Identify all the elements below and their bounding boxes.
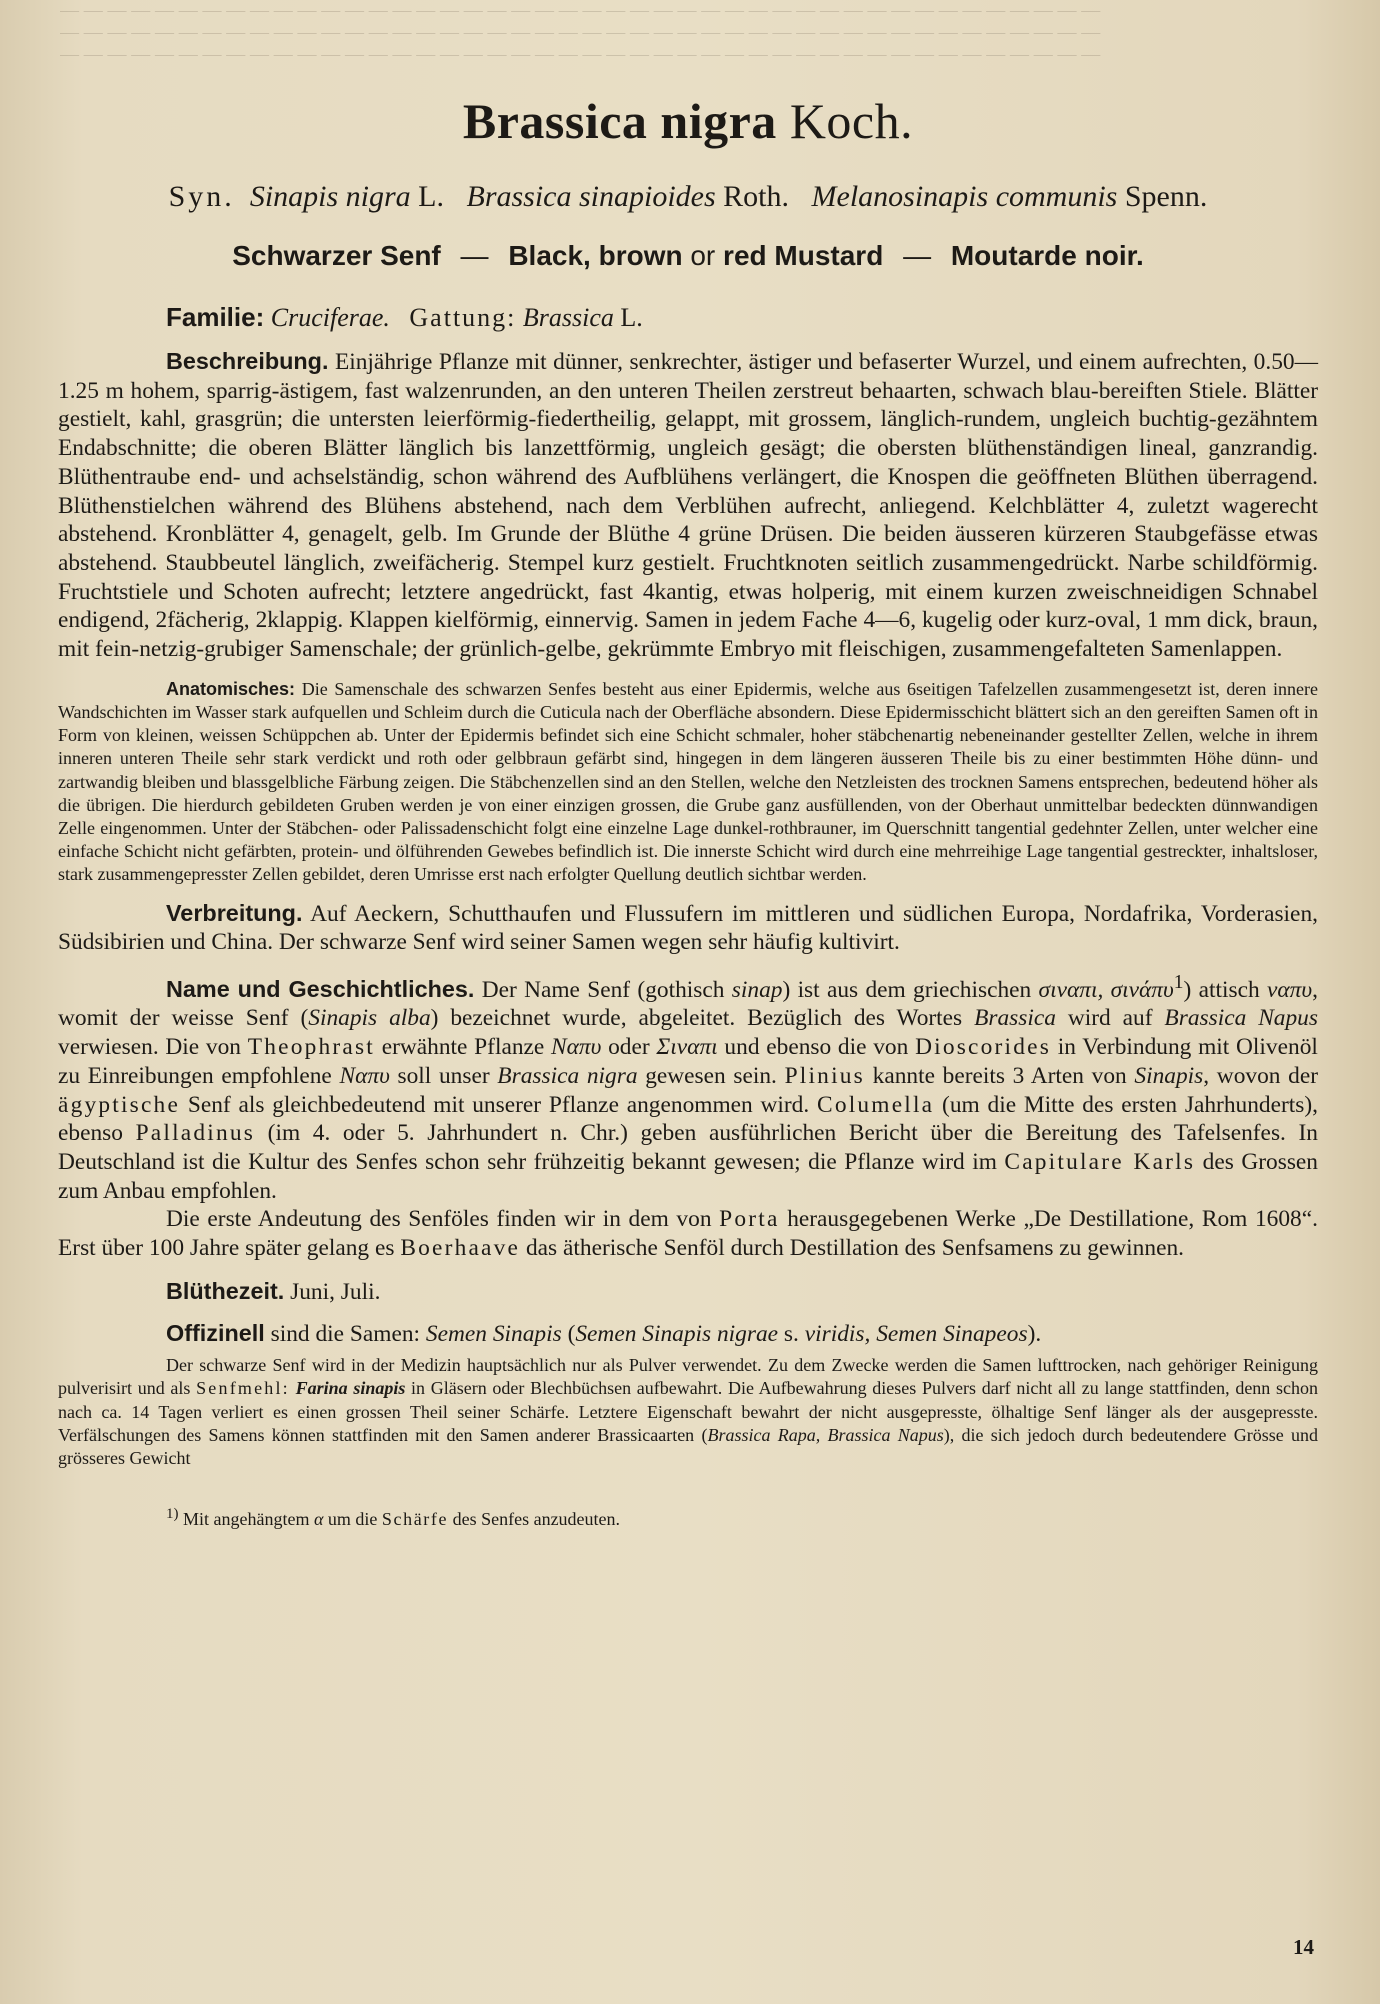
section-bluethezeit bbox=[58, 1277, 1318, 1307]
person-name: Capitulare Karls bbox=[1004, 1148, 1196, 1175]
synonym-1: Sinapis nigra bbox=[249, 180, 411, 213]
name-german: Schwarzer Senf bbox=[232, 240, 441, 271]
title-author: Koch. bbox=[789, 93, 914, 149]
genus-author: L. bbox=[620, 303, 643, 332]
section-verbreitung bbox=[58, 899, 1318, 957]
offizinell-text: s. bbox=[783, 1320, 799, 1347]
senfoel-text: das ätherische Senföl durch Destillation des Senfsamens zu gewinnen. bbox=[525, 1235, 1184, 1262]
name-term: ägyptische bbox=[58, 1091, 181, 1118]
section-offizinell-details bbox=[58, 1354, 1318, 1470]
footnote-text: um die bbox=[327, 1509, 378, 1530]
footnote-term: Schärfe bbox=[381, 1509, 449, 1530]
details-text: ), die sich jedoch durch bedeutendere Grösse und grösseres Gewicht bbox=[58, 1424, 1318, 1469]
name-text: oder bbox=[608, 1034, 650, 1061]
person-name: Theophrast bbox=[247, 1034, 375, 1061]
greek-term: Σιναπι bbox=[656, 1034, 718, 1061]
section-beschreibung bbox=[58, 347, 1318, 664]
greek-term: ναπυ bbox=[1266, 976, 1313, 1003]
text-bluethezeit: Juni, Juli. bbox=[290, 1278, 381, 1305]
person-name: Porta bbox=[719, 1206, 780, 1233]
text-anatomisches: Die Samenschale des schwarzen Senfes besteht aus einer Epidermis, welche aus 6seitigen Tafelzellen zusammengesetzt ist, deren innere Wandschichten im Wasser stark aufquellen und Schleim durch die Cuticula nach der Oberfläche absondern. Diese Epidermisschicht blättert sich an den gereiften Samen oft in Form von kleinen, weissen Schüppchen ab. Unter der Epidermis befindet sich eine Schicht schmaler, hoher stäbchenartig nebeneinander gestellter Zellen, welche in ihrem inneren unteren Theile sehr stark verdickt und roth oder gelbbraun gefärbt sind, hingegen in dem längeren äusseren Theile bis zu einer bestimmten Höhe dünn- und zartwandig bleiben und blassgelbliche Färbung zeigen. Die Stäbchenzellen sind an den Stellen, welche den Netzleisten des trocknen Samens entsprechen, bedeutend höher als die übrigen. Die hierdurch gebildeten Gruben werden je von einer einzigen grossen, die Grube ganz ausfüllenden, von der Oberhaut unmittelbar bedeckten dünnwandigen Zelle eingenommen. Unter der Stäbchen- oder Palissadenschicht folgt eine einzelne Lage dunkel-rothbrauner, im Querschnitt tangential gedehnter Zellen, unter welcher eine einfache Schicht nicht gefärbten, protein- und ölführenden Gewebes befindlich ist. Die innerste Schicht wird durch eine mehrreihige Lage tangential gestreckter, inhaltsloser, stark zusammengepresster Zellen gebildet, deren Umrisse erst nach erfolgter Quellung deutlich sichtbar werden. bbox=[58, 678, 1319, 885]
greek-term: Ναπυ bbox=[339, 1062, 390, 1089]
name-english-1: Black, brown bbox=[508, 240, 683, 271]
name-text: gewesen sein. bbox=[645, 1062, 777, 1089]
species-term: Sinapis bbox=[1134, 1062, 1204, 1089]
synonym-3: Melanosinapis communis bbox=[811, 180, 1118, 213]
family-value: Cruciferae. bbox=[270, 303, 390, 332]
footnote-marker: 1) bbox=[166, 1506, 179, 1523]
family-label: Familie: bbox=[166, 302, 265, 332]
genus-label: Gattung: bbox=[409, 303, 517, 332]
species-term: Brassica Rapa, Brassica Napus bbox=[707, 1424, 944, 1445]
section-name-geschichtliches bbox=[58, 969, 1318, 1205]
person-name: Palladinus bbox=[135, 1120, 256, 1147]
greek-term: Ναπυ bbox=[551, 1034, 602, 1061]
senfoel-text: herausgegebenen Werke „De Destillatione, Rom 1608“. Erst über 100 Jahre später gelang es bbox=[58, 1206, 1318, 1262]
name-text: ) bezeichnet wurde, abgeleitet. Bezüglich des Wortes bbox=[430, 1005, 963, 1032]
family-line bbox=[58, 302, 1318, 333]
name-text: und ebenso die von bbox=[724, 1034, 909, 1061]
footnote-text: des Senfes anzudeuten. bbox=[452, 1509, 621, 1530]
name-text: Senf als gleichbedeutend mit unserer Pflanze angenommen wird. bbox=[187, 1091, 810, 1118]
name-text: kannte bereits 3 Arten von bbox=[872, 1062, 1127, 1089]
synonyms-label: Syn. bbox=[168, 180, 235, 213]
name-text: ) ist aus dem griechischen bbox=[782, 976, 1032, 1003]
name-text: (um die Mitte des ersten Jahrhunderts), ebenso bbox=[58, 1091, 1319, 1147]
synonym-2: Brassica sinapioides bbox=[466, 180, 716, 213]
title-species: Brassica nigra bbox=[462, 93, 777, 149]
footnote-ref: 1 bbox=[1173, 971, 1184, 993]
person-name: Plinius bbox=[784, 1062, 865, 1089]
name-text: soll unser bbox=[397, 1062, 490, 1089]
name-text: in Verbindung mit Olivenöl zu Einreibungen empfohlene bbox=[58, 1034, 1318, 1089]
name-text: , womit der weisse Senf ( bbox=[58, 976, 1318, 1032]
name-or: or bbox=[690, 240, 716, 271]
footnote bbox=[58, 1506, 1318, 1530]
person-name: Boerhaave bbox=[400, 1235, 521, 1262]
footnote-text: Mit angehängtem bbox=[183, 1509, 310, 1530]
text-verbreitung: Auf Aeckern, Schutthaufen und Flussufern im mittleren und südlichen Europa, Nordafrika, Vorderasien, Südsibirien und China. Der schwarze Senf wird seiner Samen wegen sehr häufig kultivirt. bbox=[58, 900, 1318, 956]
name-text: , wovon der bbox=[1203, 1062, 1318, 1089]
name-dash-2: — bbox=[903, 240, 932, 271]
drug-term: Semen Sinapis bbox=[425, 1320, 562, 1347]
drug-term: Senfmehl: bbox=[196, 1378, 290, 1399]
drug-term: Semen Sinapis nigrae bbox=[575, 1320, 779, 1347]
offizinell-text: ( bbox=[567, 1320, 576, 1347]
name-text: erwähnte Pflanze bbox=[381, 1034, 545, 1061]
section-offizinell bbox=[58, 1319, 1318, 1349]
heading-offizinell: Offizinell bbox=[166, 1319, 265, 1346]
drug-term: viridis, Semen Sinapeos bbox=[804, 1320, 1028, 1347]
offizinell-text: ). bbox=[1027, 1320, 1042, 1347]
details-text: in Gläsern oder Blechbüchsen aufbewahrt. Die Aufbewahrung dieses Pulvers darf nicht all zu lange stattfinden, denn schon nach ca. 14 Tagen verliert es einen grossen Theil seiner Schärfe. Letztere Eigenschaft bewahrt der nicht ausgepresste, ölhaltige Senf länger als der ausgepresste. Verfälschungen des Samens können stattfinden mit den Samen anderer Brassicaarten ( bbox=[58, 1378, 1319, 1445]
species-term: Brassica Napus bbox=[1164, 1005, 1318, 1032]
name-text: verwiesen. Die von bbox=[58, 1034, 241, 1061]
species-term: Brassica bbox=[974, 1005, 1056, 1032]
species-term: Sinapis alba bbox=[308, 1005, 431, 1032]
footnote-term: α bbox=[313, 1509, 324, 1530]
heading-beschreibung: Beschreibung. bbox=[166, 348, 329, 374]
name-text: wird auf bbox=[1067, 1005, 1153, 1032]
offizinell-text: sind die Samen: bbox=[270, 1320, 421, 1347]
details-text: Der schwarze Senf wird in der Medizin hauptsächlich nur als Pulver verwendet. Zu dem Zwecke werden die Samen lufttrocken, nach gehöriger Reinigung pulverisirt und als bbox=[58, 1355, 1318, 1399]
heading-bluethezeit: Blüthezeit. bbox=[166, 1277, 285, 1304]
page-number: 14 bbox=[1293, 1935, 1314, 1959]
name-text: (im 4. oder 5. Jahrhundert n. Chr.) geben ausführlichen Bericht über die Bereitung des Tafelsenfes. In Deutschland ist die Kultur des Senfes schon sehr frühzeitig bekannt gewesen; die Pflanze wird im bbox=[58, 1120, 1318, 1175]
name-term: sinap bbox=[731, 976, 783, 1003]
name-french: Moutarde noir. bbox=[950, 240, 1144, 271]
page-title bbox=[58, 92, 1318, 150]
person-name: Dioscorides bbox=[915, 1034, 1051, 1061]
common-names bbox=[58, 240, 1318, 272]
greek-term: σιναπι, σινάπυ bbox=[1038, 976, 1174, 1003]
drug-term: Farina sinapis bbox=[295, 1378, 406, 1399]
senfoel-text: Die erste Andeutung des Senföles finden wir in dem von bbox=[166, 1206, 712, 1233]
heading-anatomisches: Anatomisches: bbox=[166, 678, 296, 699]
name-text: ) attisch bbox=[1183, 976, 1260, 1003]
person-name: Columella bbox=[817, 1091, 935, 1118]
genus-value: Brassica bbox=[522, 303, 614, 332]
heading-name: Name und Geschichtliches. bbox=[166, 975, 475, 1002]
name-english-2: red Mustard bbox=[723, 240, 884, 271]
heading-verbreitung: Verbreitung. bbox=[166, 899, 303, 926]
synonym-2-author: Roth. bbox=[723, 180, 790, 213]
species-term: Brassica nigra bbox=[497, 1062, 638, 1089]
text-beschreibung: Einjährige Pflanze mit dünner, senkrechter, ästiger und befaserter Wurzel, und einem aufrechten, 0.50—1.25 m hohem, sparrig-ästigem, fast walzenrunden, an den unteren Theilen zerstreut behaarten, schwach blau-bereiften Stiele. Blätter gestielt, kahl, grasgrün; die untersten leierförmig-fiedertheilig, gelappt, mit grossem, länglich-rundem, ungleich buchtig-gezähntem Endabschnitte; die oberen Blätter länglich bis lanzettförmig, ungleich gesägt; die obersten blüthenständigen lineal, ganzrandig. Blüthentraube end- und achselständig, schon während des Aufblühens verlängert, die Knospen die geöffneten Blüthen überragend. Blüthenstielchen während des Blühens abstehend, nach dem Verblühen aufrecht, anliegend. Kelchblätter 4, zuletzt wagerecht abstehend. Kronblätter 4, genagelt, gelb. Im Grunde der Blüthe 4 grüne Drüsen. Die beiden äusseren kürzeren Staubgefässe etwas abstehend. Staubbeutel länglich, zweifächerig. Stempel kurz gestielt. Fruchtknoten seitlich zusammengedrückt. Narbe schildförmig. Fruchtstiele und Schoten aufrecht; letztere angedrückt, fast 4kantig, etwas holperig, mit einem kurzen zweischneidigen Schnabel endigend, 2fächerig, 2klappig. Klappen kielförmig, einnervig. Samen in jedem Fache 4—6, kugelig oder kurz-oval, 1 mm dick, braun, mit fein-netzig-grubiger Samenschale; der grünlich-gelbe, gekrümmte Embryo mit fleischigen, zusammengefalteten Samenlappen. bbox=[58, 349, 1318, 663]
synonyms-line bbox=[58, 180, 1318, 214]
name-text: des Grossen zum Anbau empfohlen. bbox=[58, 1148, 1319, 1204]
synonym-3-author: Spenn. bbox=[1124, 180, 1208, 213]
name-dash-1: — bbox=[460, 240, 489, 271]
synonym-1-author: L. bbox=[418, 180, 444, 213]
name-text: Der Name Senf (gothisch bbox=[481, 976, 725, 1003]
section-senfoel bbox=[58, 1205, 1318, 1262]
bleed-through-text: — — — — — — — — — — — — — — — — — — — — — — — — — — — — — — — — — — — — — — — — — — — — — — — — — — — — — — — — — — — — — — — — — — — — — — — — — — — — — — — — — — — — — — — — — — — — — — — — — — — — — — — — — — — — — — — — — — — — — — — — — — — — — — — — — — — — bbox=[60, 0, 1101, 65]
section-anatomisches bbox=[58, 678, 1318, 887]
